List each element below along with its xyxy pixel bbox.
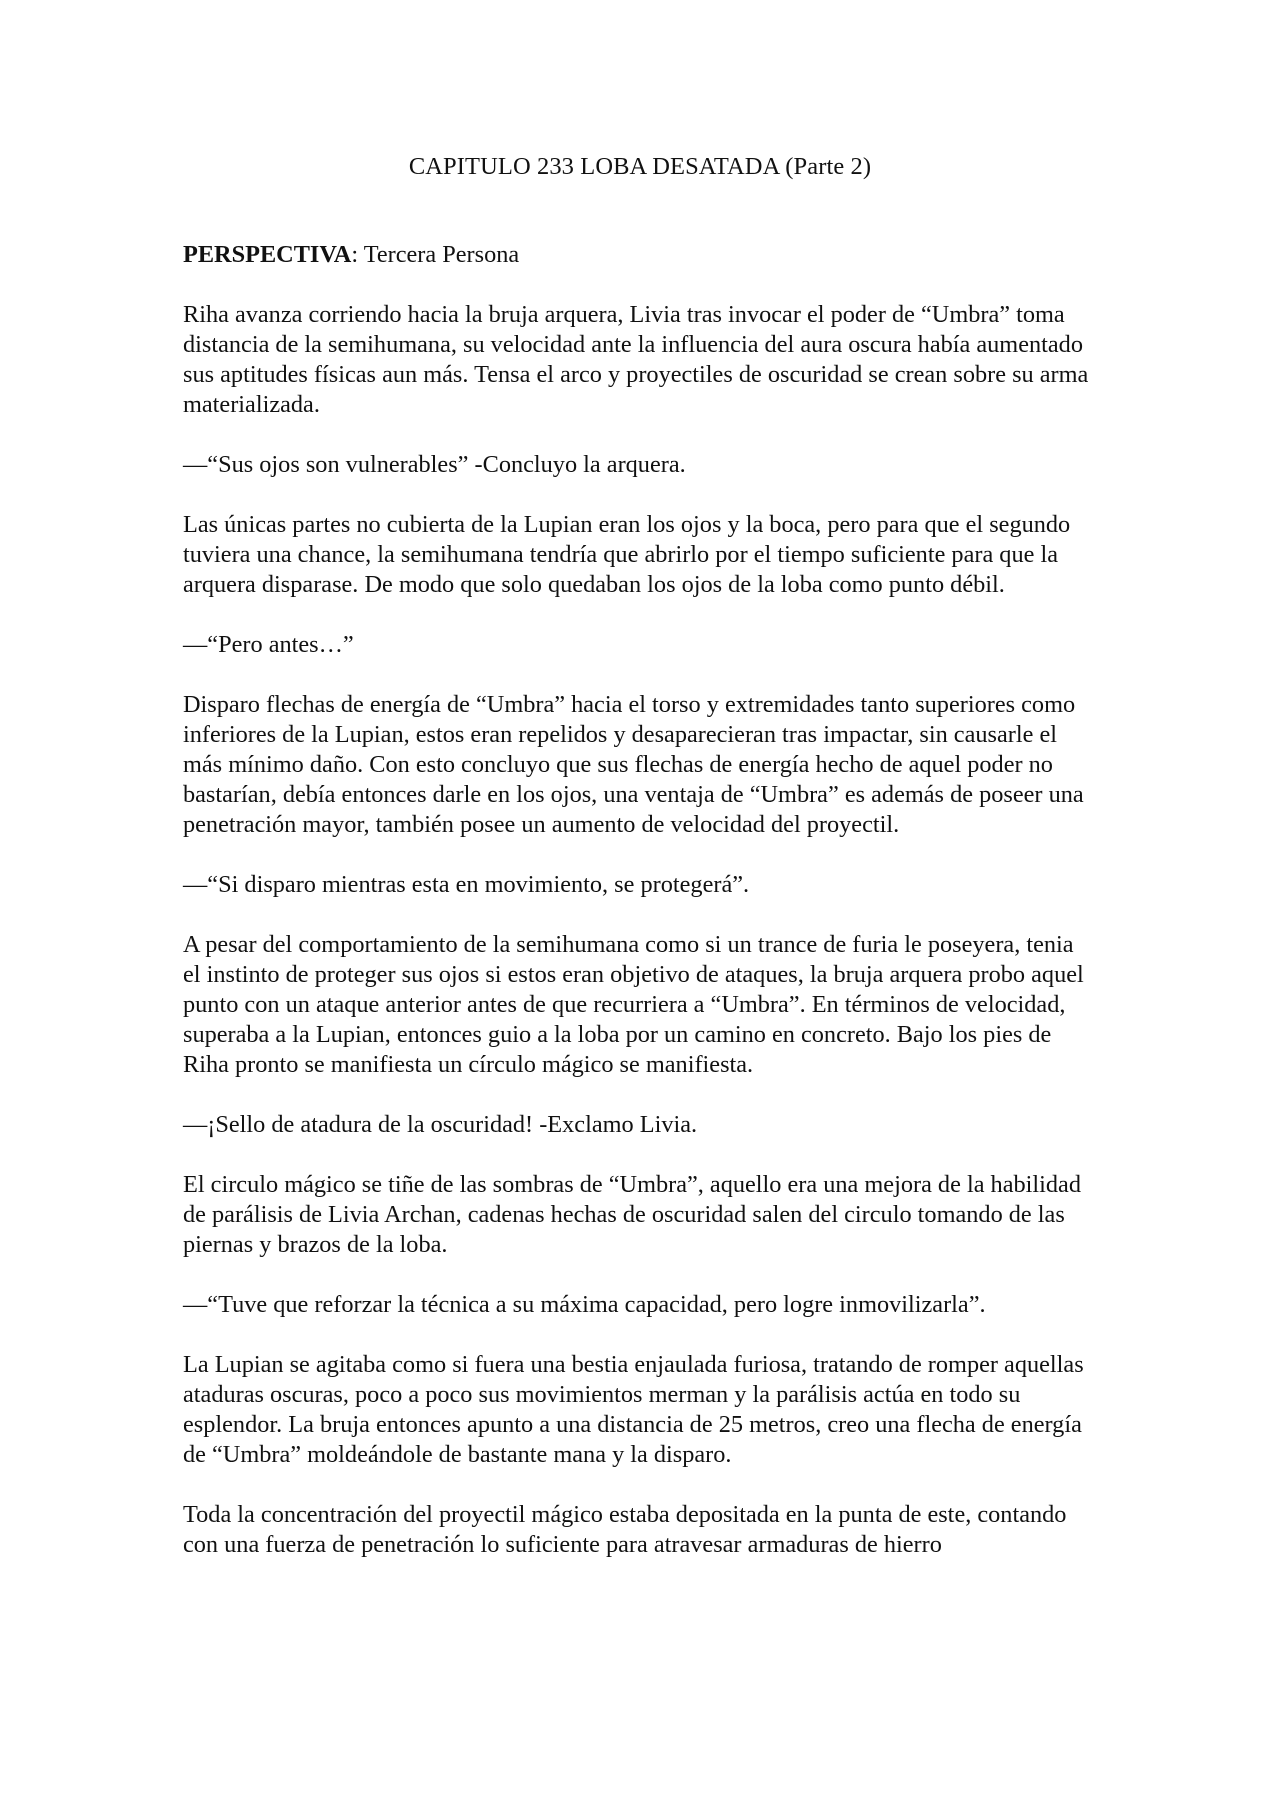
- perspective-label: PERSPECTIVA: [183, 241, 352, 268]
- dialogue-sello-atadura: —¡Sello de atadura de la oscuridad! -Exclamo Livia.: [183, 1111, 698, 1138]
- perspective-line: [183, 240, 1096, 270]
- paragraph-lupian-agitaba: La Lupian se agitaba como si fuera una bestia enjaulada furiosa, tratando de romper aquellas ataduras oscuras, poco a poco sus movimientos merman y la parálisis actúa en todo su esplendor. La bruja entonces apunto a una distancia de 25 metros, creo una flecha de energía de “Umbra” moldeándole de bastante mana y la disparo.: [183, 1351, 1084, 1468]
- dialogue-tuve-que-reforzar: —“Tuve que reforzar la técnica a su máxima capacidad, pero logre inmovilizarla”.: [183, 1291, 986, 1318]
- paragraph-a-pesar: A pesar del comportamiento de la semihumana como si un trance de furia le poseyera, tenia el instinto de proteger sus ojos si estos eran objetivo de ataques, la bruja arquera probo aquel punto con un ataque anterior antes de que recurriera a “Umbra”. En términos de velocidad, superaba a la Lupian, entonces guio a la loba por un camino en concreto. Bajo los pies de Riha pronto se manifiesta un círculo mágico se manifiesta.: [183, 931, 1084, 1078]
- paragraph-riha-avanza: Riha avanza corriendo hacia la bruja arquera, Livia tras invocar el poder de “Umbra” toma distancia de la semihumana, su velocidad ante la influencia del aura oscura había aumentado sus aptitudes físicas aun más. Tensa el arco y proyectiles de oscuridad se crean sobre su arma materializada.: [183, 301, 1089, 418]
- chapter-body: [183, 240, 1096, 1590]
- dialogue-si-disparo: —“Si disparo mientras esta en movimiento, se protegerá”.: [183, 871, 750, 898]
- dialogue-pero-antes: —“Pero antes…”: [183, 631, 354, 658]
- chapter-title: CAPITULO 233 LOBA DESATADA (Parte 2): [408, 153, 872, 180]
- paragraph-circulo-magico: El circulo mágico se tiñe de las sombras de “Umbra”, aquello era una mejora de la habilidad de parálisis de Livia Archan, cadenas hechas de oscuridad salen del circulo tomando de las piernas y brazos de la loba.: [183, 1171, 1081, 1258]
- perspective-value: : Tercera Persona: [351, 241, 520, 268]
- paragraph-toda-concentracion: Toda la concentración del proyectil mágico estaba depositada en la punta de este, contando con una fuerza de penetración lo suficiente para atravesar armaduras de hierro: [183, 1501, 1067, 1558]
- paragraph-unicas-partes: Las únicas partes no cubierta de la Lupian eran los ojos y la boca, pero para que el segundo tuviera una chance, la semihumana tendría que abrirlo por el tiempo suficiente para que la arquera disparase. De modo que solo quedaban los ojos de la loba como punto débil.: [183, 511, 1071, 598]
- dialogue-sus-ojos: —“Sus ojos son vulnerables” -Concluyo la arquera.: [183, 451, 686, 478]
- paragraph-disparo-flechas: Disparo flechas de energía de “Umbra” hacia el torso y extremidades tanto superiores como inferiores de la Lupian, estos eran repelidos y desaparecieran tras impactar, sin causarle el más mínimo daño. Con esto concluyo que sus flechas de energía hecho de aquel poder no bastarían, debía entonces darle en los ojos, una ventaja de “Umbra” es además de poseer una penetración mayor, también posee un aumento de velocidad del proyectil.: [183, 691, 1084, 838]
